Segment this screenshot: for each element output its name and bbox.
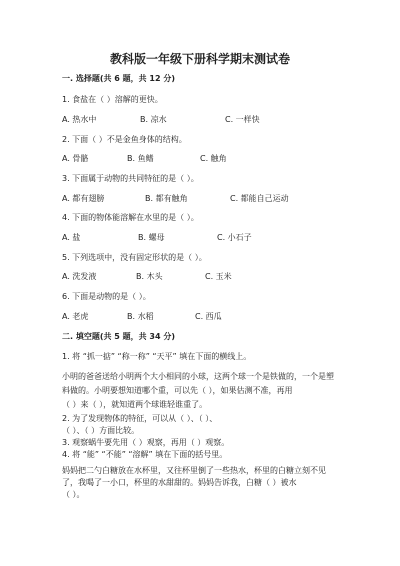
option-a: A. 骨骼 xyxy=(62,154,89,163)
option-c: C. 都能自己运动 xyxy=(230,194,289,203)
page-title: 教科版一年级下册科学期末测试卷 xyxy=(109,52,290,66)
paragraph-line: 小明的爸爸送给小明两个大小相同的小球，这两个球一个是铁做的，一个是塑 xyxy=(62,372,334,381)
fill-question-1: 1. 将 “抓一掂” “称一称” “天平” 填在下面的横线上。 xyxy=(62,352,252,361)
paragraph-line: （ ）。 xyxy=(62,490,85,499)
option-a: A. 洗发液 xyxy=(62,272,97,281)
option-b: B. 鱼鳍 xyxy=(127,154,154,163)
option-c: C. 西瓜 xyxy=(195,312,222,321)
option-c: C. 一样快 xyxy=(225,115,260,124)
paragraph-line: （ ）来（ ），就知道两个球谁轻谁重了。 xyxy=(62,400,208,409)
section-heading-choice: 一. 选择题(共 6 题，共 12 分) xyxy=(62,74,175,83)
option-b: B. 木头 xyxy=(136,272,163,281)
option-a: A. 都有翅膀 xyxy=(62,194,105,203)
option-c: C. 小石子 xyxy=(217,233,252,242)
option-b: B. 都有触角 xyxy=(145,194,188,203)
section-heading-fill: 二. 填空题(共 5 题，共 34 分) xyxy=(62,332,175,341)
option-a: A. 热水中 xyxy=(62,115,97,124)
paragraph-line: 料做的。小明要想知道哪个重，可以先（ ），如果估测不准，再用 xyxy=(62,386,293,395)
question-stem: 6. 下面是动物的是（ ）。 xyxy=(62,292,151,301)
question-stem: 2. 下面（ ）不是金鱼身体的结构。 xyxy=(62,135,187,144)
option-b: B. 凉水 xyxy=(140,115,167,124)
question-stem: 4. 下面的物体能溶解在水里的是（ ）。 xyxy=(62,213,199,222)
option-b: B. 螺母 xyxy=(138,233,165,242)
question-stem: 1. 食盐在（ ）溶解的更快。 xyxy=(62,95,163,104)
fill-question-3: 3. 观察蜗牛要先用（ ）观察，再用（ ）观察。 xyxy=(62,438,230,447)
option-a: A. 盐 xyxy=(62,233,81,242)
fill-question-2: 2. 为了发现物体的特征，可以从（ ）、（ ）、 xyxy=(62,414,218,423)
fill-question-2-cont: （ ）、（ ）方面比较。 xyxy=(62,426,140,435)
paragraph-line: 妈妈把二勺白糖放在水杯里，又往杯里倒了一些热水，杯里的白糖立刻不见 xyxy=(62,466,326,475)
option-b: B. 水稻 xyxy=(127,312,154,321)
option-a: A. 老虎 xyxy=(62,312,89,321)
question-stem: 5. 下列选项中，没有固定形状的是（ ）。 xyxy=(62,253,207,262)
fill-question-4: 4. 将 “能” “不能” “溶解” 填在下面的括号里。 xyxy=(62,450,228,459)
question-stem: 3. 下面属于动物的共同特征的是（ ）。 xyxy=(62,174,199,183)
option-c: C. 触角 xyxy=(200,154,227,163)
option-c: C. 玉米 xyxy=(205,272,232,281)
paragraph-line: 了，我喝了一小口，杯里的水甜甜的。妈妈告诉我，白糖（ ）被水 xyxy=(62,478,297,487)
